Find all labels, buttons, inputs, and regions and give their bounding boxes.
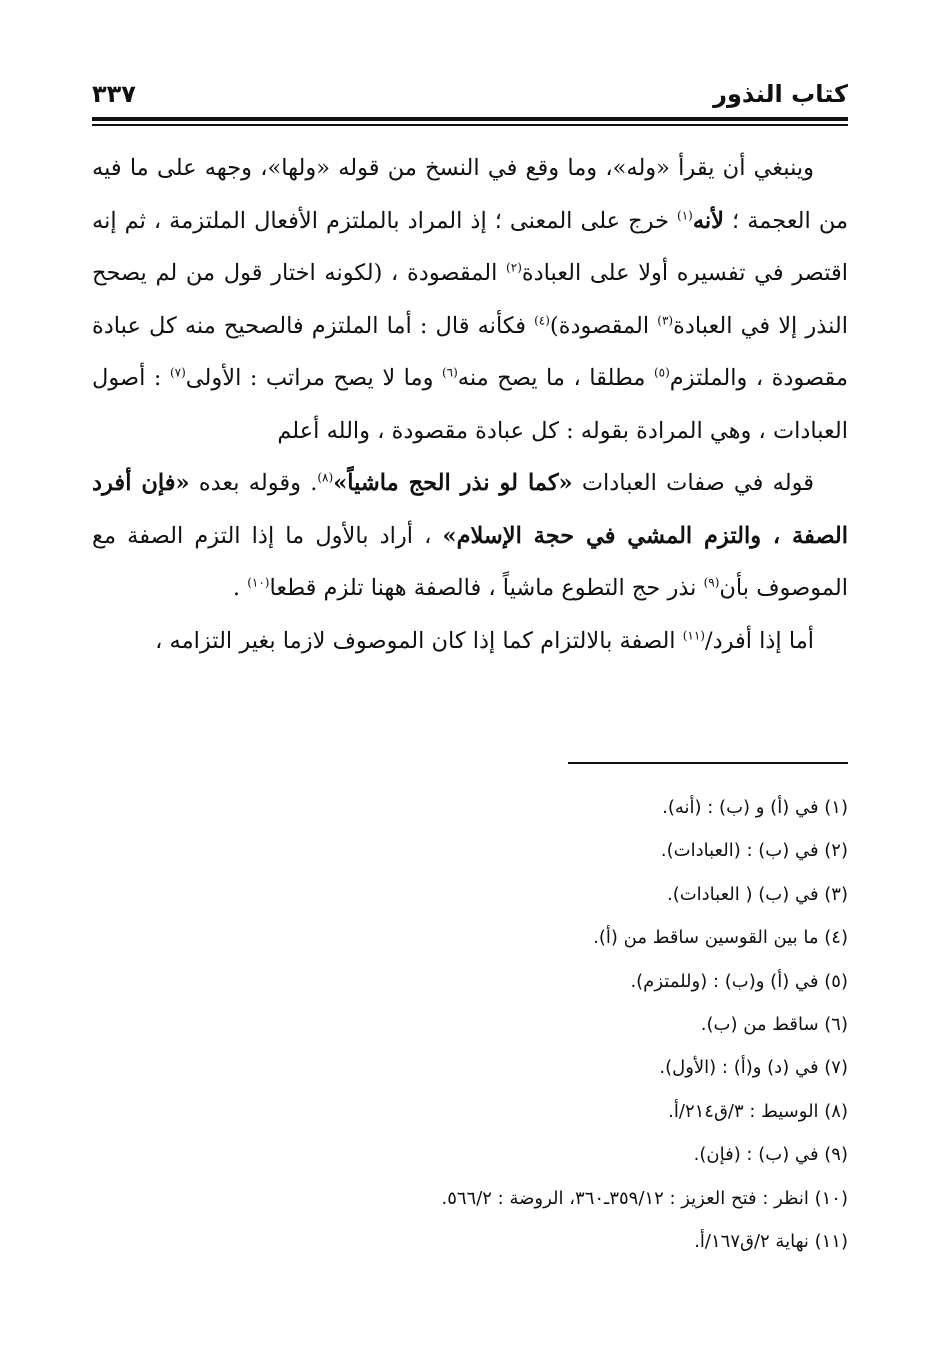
footnote: (٩) في (ب) : (فإن).	[693, 1144, 848, 1166]
header-rule-thick	[92, 117, 848, 121]
text-run: الصفة بالالتزام كما إذا كان الموصوف لازما بغير التزامه ،	[155, 627, 683, 654]
footnote: (٧) في (د) و(أ) : (الأول).	[659, 1057, 848, 1079]
chapter-title: كتاب النذور	[713, 80, 848, 108]
text-run: المقصودة ، (لكونه اختار قول من لم يصحح النذر إلا في العبادة	[92, 260, 848, 339]
footnote: (٨) الوسيط : ٣/ق٢١٤/أ.	[668, 1100, 848, 1122]
footnote: (٢) في (ب) : (العبادات).	[660, 840, 848, 862]
footnote-ref: (٤)	[534, 313, 550, 327]
text-run: خرج على المعنى ؛ إذ المراد بالملتزم الأفعال الملتزمة ، ثم إنه اقتصر في تفسيره أولا على العبادة	[92, 207, 848, 286]
footnotes	[92, 786, 848, 1263]
page-number: ٣٣٧	[92, 80, 136, 108]
footnote-ref: (٩)	[703, 575, 720, 590]
footnote-ref: (١٠)	[247, 575, 270, 590]
quoted-text: «كما لو نذر الحج ماشياً»	[333, 470, 573, 496]
text-run: وينبغي أن يقرأ «وله»، وما وقع في النسخ من قوله «ولها»، وجهه على ما فيه من العجمة ؛	[92, 155, 848, 234]
footnote: (٦) ساقط من (ب).	[700, 1014, 848, 1036]
quoted-text: لأنه	[692, 207, 725, 234]
text-run: وما لا يصح مراتب : الأولى	[185, 365, 442, 391]
footnote-ref: (٨)	[317, 470, 334, 485]
footnote-ref: (٢)	[506, 260, 522, 275]
running-header	[92, 80, 848, 114]
text-run: ، أراد بالأول ما إذا التزم الصفة مع الموصوف بأن	[92, 522, 848, 601]
footnote-ref: (١١)	[682, 628, 705, 642]
text-run: فكأنه قال : أما الملتزم فالصحيح منه كل عبادة مقصودة ، والملتزم	[92, 312, 848, 391]
paragraph	[92, 615, 848, 668]
text-run: .	[232, 575, 248, 601]
paragraph	[92, 142, 848, 457]
text-run: قوله في صفات العبادات	[572, 470, 814, 496]
footnote-ref: (١)	[677, 208, 693, 222]
footnote-separator	[568, 762, 848, 764]
footnote: (١) في (أ) و (ب) : (أنه).	[662, 797, 848, 818]
text-run: مطلقا ، ما يصح منه	[457, 365, 654, 391]
footnote: (٥) في (أ) و(ب) : (وللمتزم).	[630, 970, 848, 992]
footnote: (١١) نهاية ٢/ق١٦٧/أ.	[694, 1231, 848, 1253]
paragraph	[92, 457, 848, 615]
main-text	[92, 142, 848, 667]
footnote-ref: (٣)	[657, 313, 674, 327]
header-rule-thin	[92, 124, 848, 126]
text-run: : أصول العبادات ، وهي المرادة بقوله : كل عبادة مقصودة ، والله أعلم	[92, 365, 848, 444]
text-run: المقصودة)	[549, 312, 658, 339]
footnote-ref: (٧)	[169, 365, 186, 380]
quoted-text: «فإن أفرد الصفة ، والتزم المشي في حجة الإسلام»	[92, 470, 849, 549]
footnote: (٣) في (ب) ( العبادات).	[666, 883, 848, 905]
footnote-ref: (٥)	[653, 365, 670, 380]
footnote: (١٠) انظر : فتح العزيز : ٣٥٩/١٢ـ٣٦٠، الروضة : ٥٦٦/٢.	[441, 1187, 848, 1209]
text-run: نذر حج التطوع ماشياً ، فالصفة ههنا تلزم قطعا	[269, 575, 704, 601]
text-run: أما إذا أفرد/	[704, 627, 814, 654]
text-run: . وقوله بعده	[189, 470, 318, 496]
footnote-ref: (٦)	[441, 365, 458, 380]
footnote: (٤) ما بين القوسين ساقط من (أ).	[593, 927, 848, 949]
